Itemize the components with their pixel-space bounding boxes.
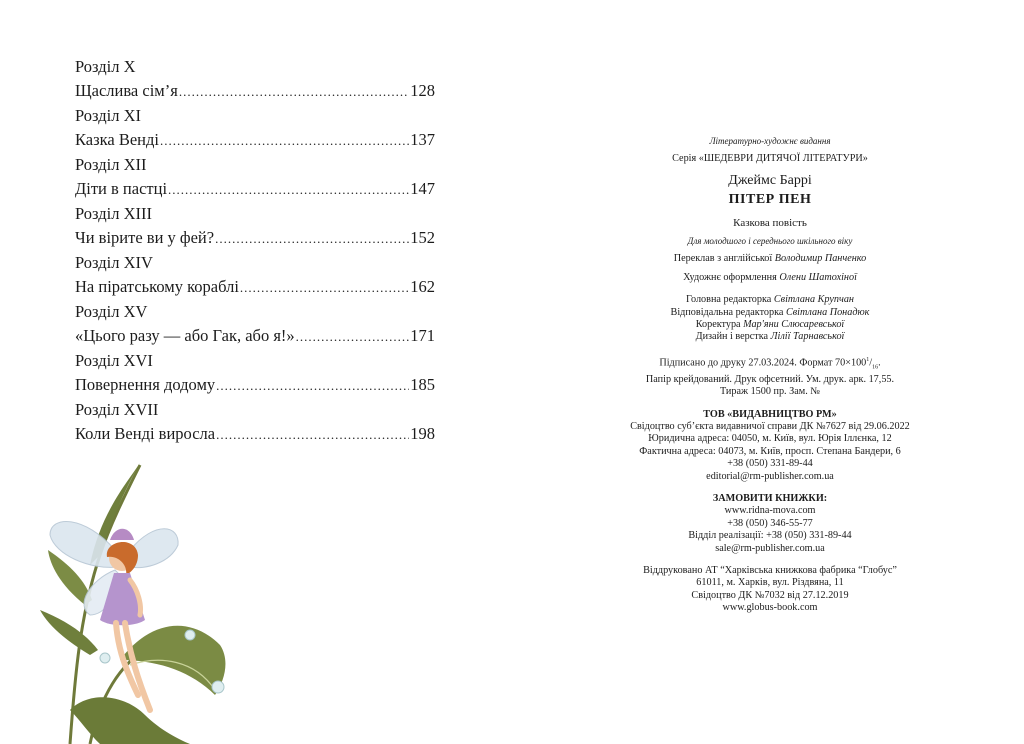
chapter-title: Чи вірите ви у фей? [75,228,215,247]
toc-line[interactable] [75,275,435,300]
page-number: 171 [410,326,435,345]
publisher-phone: +38 (050) 331-89-44 [727,458,813,470]
staff-line [610,307,930,319]
chapter-title: Діти в пастці [75,179,168,198]
toc-line[interactable] [75,177,435,202]
printer-line: 61011, м. Харків, вул. Різдвяна, 11 [696,577,844,589]
dot-leader [179,80,409,104]
chapter-title: На піратському кораблі [75,277,239,296]
chapter-title: Повернення додому [75,375,216,394]
format-denominator: 16 [872,364,879,371]
publisher-line: Фактична адреса: 04073, м. Київ, просп. Степана Бандери, 6 [639,445,901,457]
staff-line [610,294,930,306]
design-label: Художнє оформлення [683,271,777,283]
page-number: 198 [410,424,435,443]
print-info [610,354,930,399]
table-of-contents [75,55,435,447]
toc-line[interactable] [75,79,435,104]
staff-name: Лілії Тарнавської [770,331,845,343]
printer-website[interactable]: www.globus-book.com [722,602,818,614]
staff-line [610,331,930,343]
translator-name: Володимир Панченко [774,253,867,265]
dot-leader [216,423,409,447]
print-info-end: . [878,357,881,369]
print-info-line: Тираж 1500 пр. Зам. № [719,386,821,398]
chapter-title: Коли Венді виросла [75,424,216,443]
staff-role: Головна редакторка [686,294,772,306]
print-info-line: Підписано до друку 27.03.2024. Формат $70\times 100^1/_{16}$. [659,356,881,371]
toc-line[interactable] [75,324,435,349]
publisher-email[interactable]: editorial@rm-publisher.com.ua [706,470,834,482]
dot-leader [240,276,409,300]
toc-line[interactable] [75,128,435,153]
fairy-on-leaf-illustration [30,455,260,744]
toc-line[interactable] [75,422,435,447]
chapter-number: Розділ XII [75,155,147,174]
toc-entry [75,398,435,447]
sales-email[interactable]: sale@rm-publisher.com.ua [715,542,825,554]
translation-credit [610,253,930,265]
imprint-block [610,135,930,615]
toc-line[interactable] [75,226,435,251]
staff-name: Мар'яни Слюсаревської [743,319,845,331]
sales-phone: Відділ реалізації: +38 (050) 331-89-44 [688,530,852,542]
toc-line[interactable] [75,373,435,398]
chapter-number: Розділ XVII [75,400,159,419]
printer-line: Свідоцтво ДК №7032 від 27.12.2019 [691,589,849,601]
chapter-title: Щаслива сім’я [75,81,178,100]
print-info-text: Підписано до друку 27.03.2024. Формат 70×100 [659,357,867,369]
design-credit [610,272,930,284]
page-number: 137 [410,130,435,149]
chapter-title: Казка Венді [75,130,159,149]
toc-entry [75,300,435,349]
chapter-title: «Цього разу — або Гак, або я!» [75,326,295,345]
staff-credits [610,294,930,344]
page-number: 185 [410,375,435,394]
designer-name: Олени Шатохіної [779,271,857,283]
format-numerator: 1 [866,356,870,363]
staff-name: Світлана Крупчан [773,294,854,306]
staff-role: Відповідальна редакторка [670,306,784,318]
dot-leader [168,178,409,202]
toc-entry [75,55,435,104]
publisher-line: Юридична адреса: 04050, м. Київ, вул. Юрія Іллєнка, 12 [648,433,892,445]
page-number: 147 [410,179,435,198]
toc-entry [75,349,435,398]
staff-role: Дизайн і верстка [695,331,769,343]
order-heading: ЗАМОВИТИ КНИЖКИ: [712,492,828,504]
toc-entry [75,202,435,251]
book-title: ПІТЕР ПЕН [728,192,812,208]
order-phone: +38 (050) 346-55-77 [727,517,813,529]
audience: Для молодшого і середнього шкільного віку [687,236,853,247]
chapter-number: Розділ XIII [75,204,152,223]
translation-label: Переклав з англійської [673,253,773,265]
printer-block [610,565,930,615]
page-number: 162 [410,277,435,296]
edition-type: Літературно-художнє видання [709,136,831,146]
chapter-number: Розділ X [75,57,136,76]
printer-line: Віддруковано АТ “Харківська книжкова фабрика “Глобус” [643,564,897,576]
chapter-number: Розділ XV [75,302,148,321]
page-number: 128 [410,81,435,100]
publisher-line: Свідоцтво суб’єкта видавничої справи ДК №7627 від 29.06.2022 [630,420,910,432]
dot-leader [296,325,410,349]
staff-line [610,319,930,331]
chapter-number: Розділ XI [75,106,141,125]
staff-name: Світлана Понадюк [785,306,870,318]
author: Джеймс Баррі [728,172,812,188]
dot-leader [215,227,409,251]
chapter-number: Розділ XIV [75,253,153,272]
genre: Казкова повість [733,216,807,229]
chapter-number: Розділ XVI [75,351,153,370]
page-number: 152 [410,228,435,247]
order-block [610,493,930,555]
series: Серія «ШЕДЕВРИ ДИТЯЧОЇ ЛІТЕРАТУРИ» [672,153,868,165]
publisher-block [610,409,930,483]
dot-leader [160,129,409,153]
staff-role: Коректура [695,319,741,331]
order-website[interactable]: www.ridna-mova.com [724,505,816,517]
print-info-line: Папір крейдований. Друк офсетний. Ум. друк. арк. 17,55. [645,373,895,385]
toc-entry [75,153,435,202]
toc-entry [75,104,435,153]
dot-leader [216,374,409,398]
publisher-name: ТОВ «ВИДАВНИЦТВО РМ» [703,408,837,420]
toc-entry [75,251,435,300]
